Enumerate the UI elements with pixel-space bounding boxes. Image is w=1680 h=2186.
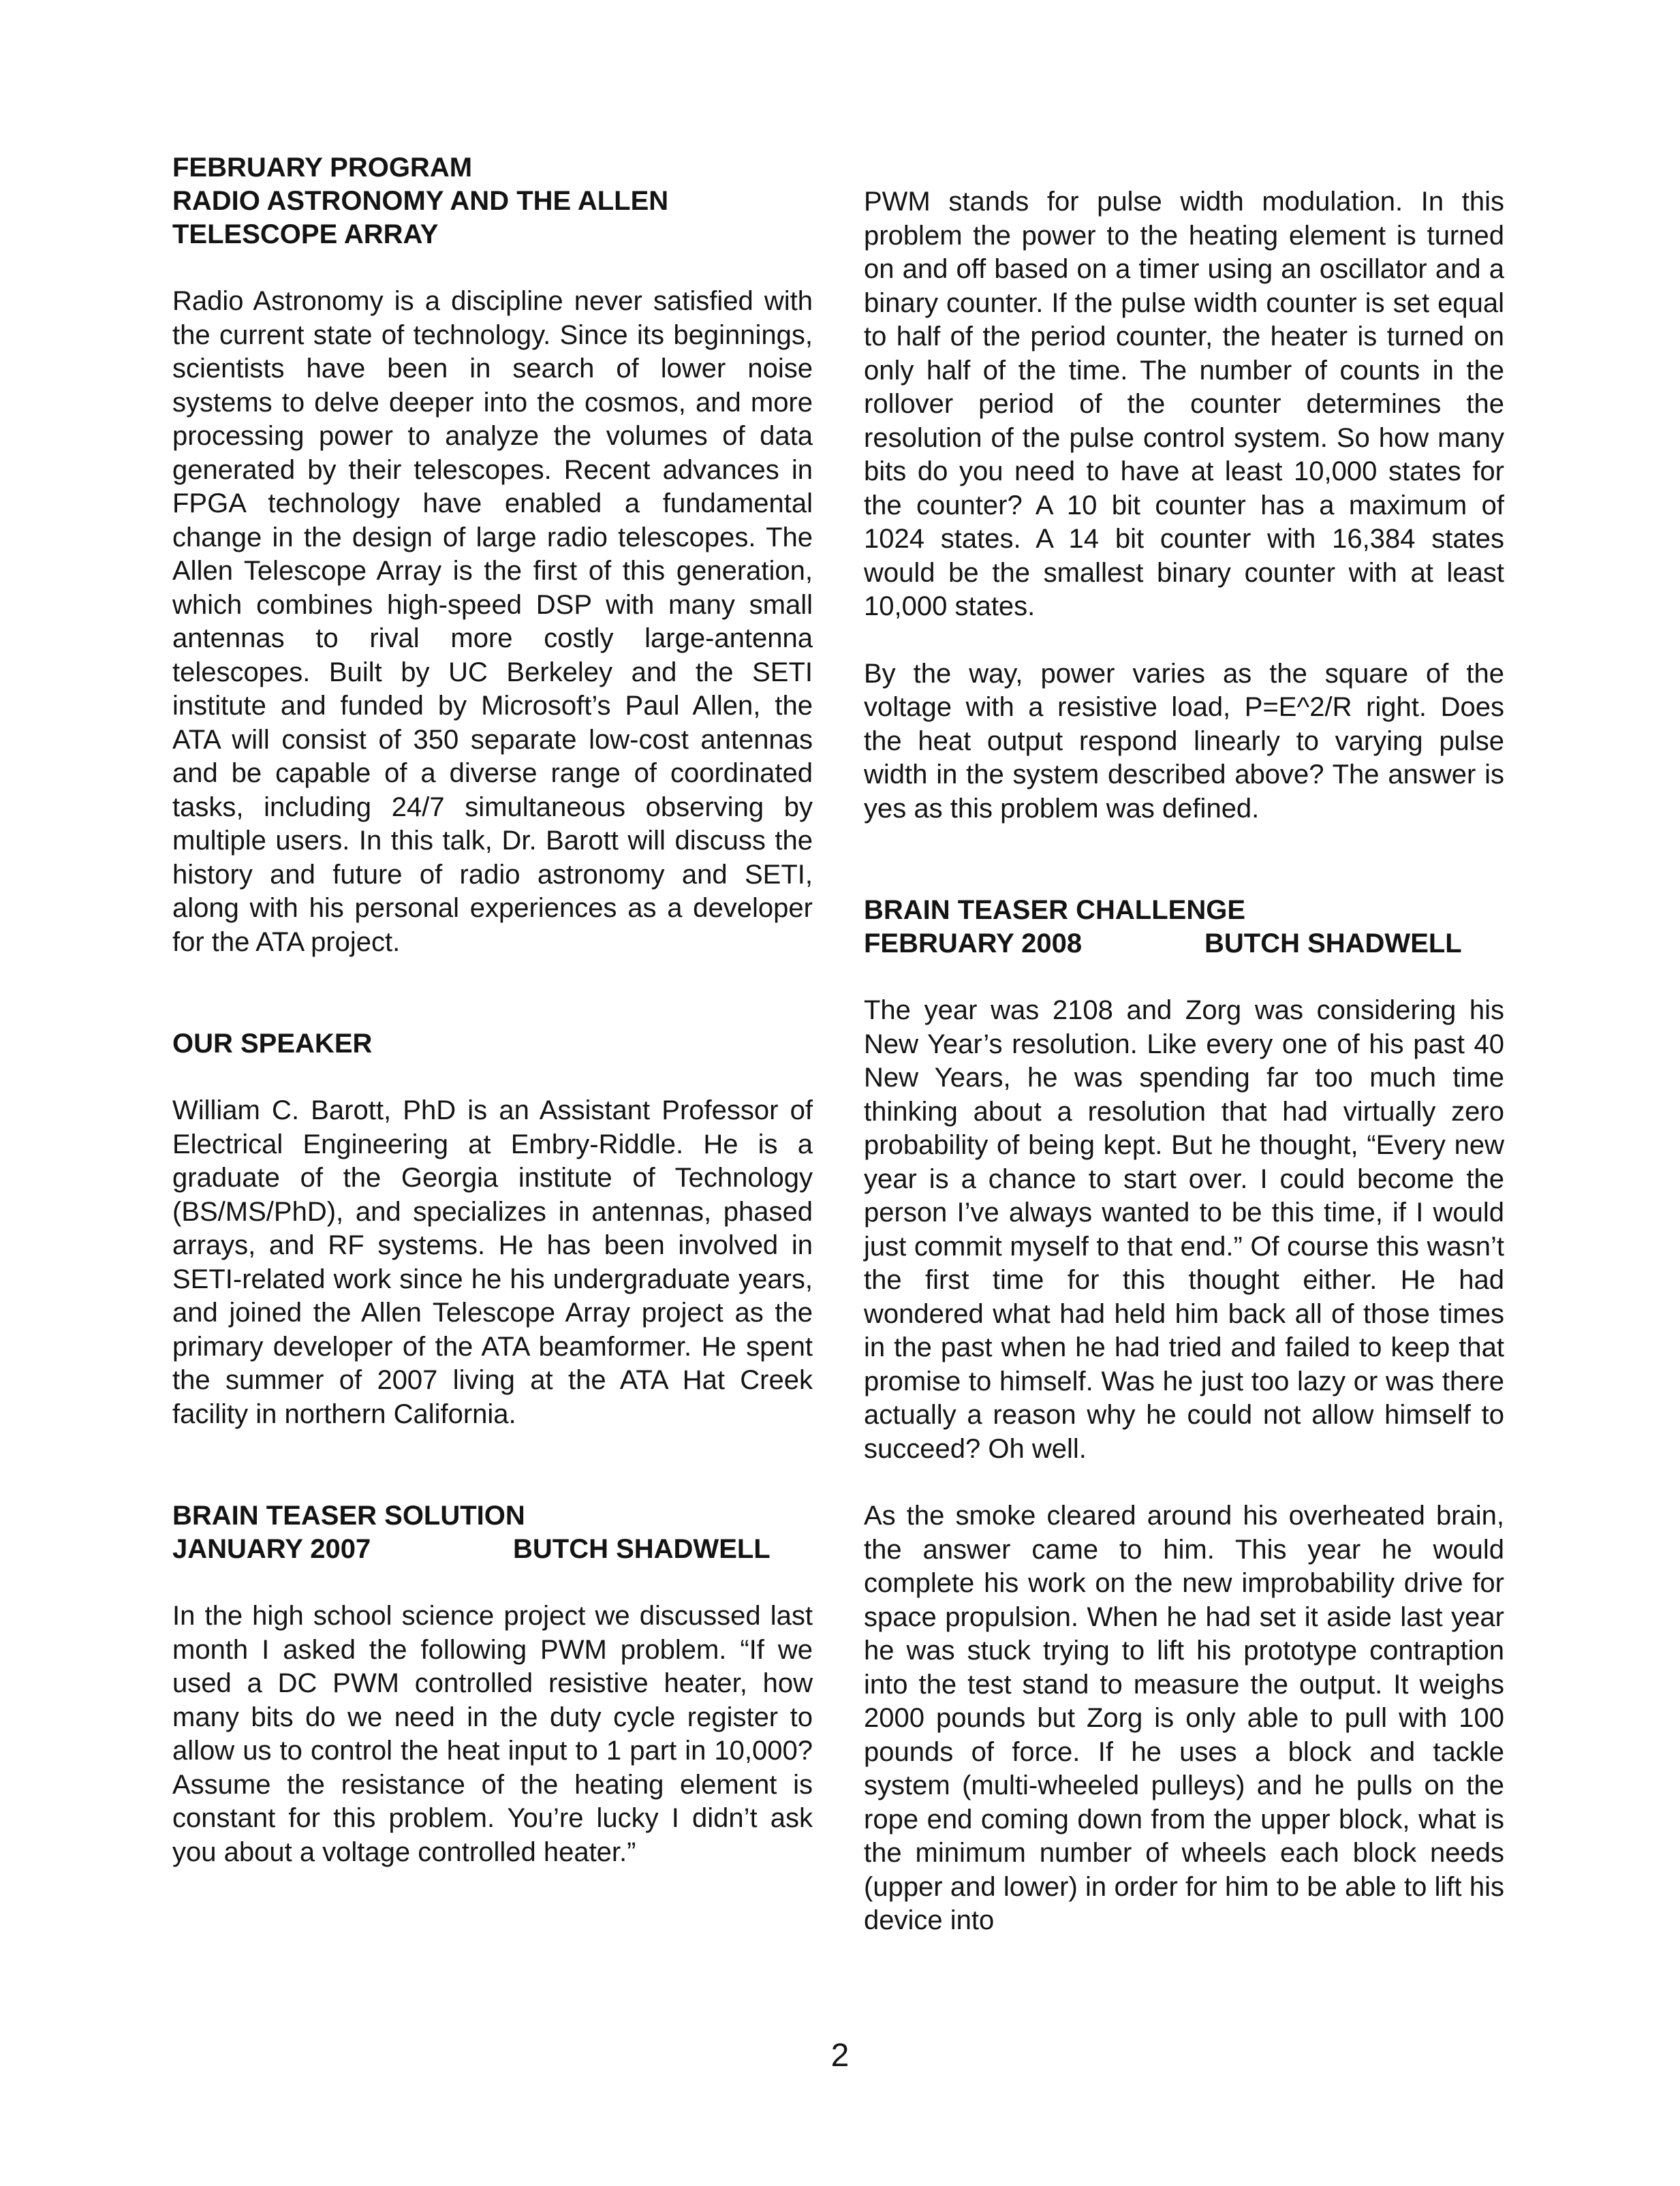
brain-teaser-solution-body: In the high school science project we discussed last month I asked the following PWM problem. “If we used a DC PWM controlled resistive heater, how many bits do we need in the duty cycle register to allow us to control the heat input to 1 part in 10,000? Assume the resistance of the heating element is constant for this problem. You’re lucky I didn’t ask you about a voltage controlled heater.” xyxy=(172,1601,813,1867)
our-speaker-heading: OUR SPEAKER xyxy=(172,1029,373,1059)
section-title: BRAIN TEASER CHALLENGE xyxy=(864,895,1246,925)
brain-teaser-challenge-paragraph: As the smoke cleared around his overheated brain, the answer came to him. This year he would complete his work on the new improbability drive for space propulsion. When he had set it aside last year he was stuck trying to lift his prototype contraption into the test stand to measure the output. It weighs 2000 pounds but Zorg is only able to pull with 100 pounds of force. If he uses a block and tackle system (multi-wheeled pulleys) and he pulls on the rope end coming down from the upper block, what is the minimum number of wheels each block needs (upper and lower) in order for him to be able to lift his device into xyxy=(864,1501,1504,1935)
solution-continued-paragraph: PWM stands for pulse width modulation. In this problem the power to the heating element is turned on and off based on a timer using an oscillator and a binary counter. If the pulse width counter is set equal to half of the period counter, the heater is turned on only half of the time. The number of counts in the rollover period of the counter determines the resolution of the pulse control system. So how many bits do you need to have at least 10,000 states for the counter? A 10 bit counter has a maximum of 1024 states. A 14 bit counter with 16,384 states would be the smallest binary counter with at least 10,000 states. xyxy=(864,187,1504,621)
heading-line: TELESCOPE ARRAY xyxy=(172,219,439,249)
byline-date: JANUARY 2007 xyxy=(172,1534,371,1564)
brain-teaser-challenge-heading xyxy=(864,894,1504,961)
left-column xyxy=(172,151,813,1869)
byline xyxy=(172,1533,813,1566)
heading-line: RADIO ASTRONOMY AND THE ALLEN xyxy=(172,186,669,216)
brain-teaser-challenge-paragraph: The year was 2108 and Zorg was considering his New Year’s resolution. Like every one of his past 40 New Years, he was spending far too much time thinking about a resolution that had virtually zero probability of being kept. But he thought, “Every new year is a chance to start over. I could become the person I’ve always wanted to be this time, if I would just commit myself to that end.” Of course this wasn’t the first time for this thought either. He had wondered what had held him back all of those times in the past when he had tried and failed to keep that promise to himself. Was he just too lazy or was there actually a reason why he could not allow himself to succeed? Oh well. xyxy=(864,995,1504,1464)
byline-author: BUTCH SHADWELL xyxy=(1204,928,1462,958)
byline-date: FEBRUARY 2008 xyxy=(864,928,1083,958)
byline-author: BUTCH SHADWELL xyxy=(513,1534,771,1564)
february-program-heading xyxy=(172,151,813,251)
heading-line: FEBRUARY PROGRAM xyxy=(172,153,473,183)
brain-teaser-solution-heading xyxy=(172,1499,813,1566)
section-title: BRAIN TEASER SOLUTION xyxy=(172,1501,525,1531)
right-column xyxy=(864,185,1504,1938)
our-speaker-body: William C. Barott, PhD is an Assistant Professor of Electrical Engineering at Embry-Riddle. He is a graduate of the Georgia institute of Technology (BS/MS/PhD), and specializes in antennas, phased arrays, and RF systems. He has been involved in SETI-related work since he his undergraduate years, and joined the Allen Telescope Array project as the primary developer of the ATA beamformer. He spent the summer of 2007 living at the ATA Hat Creek facility in northern California. xyxy=(172,1095,813,1429)
byline xyxy=(864,927,1504,961)
february-program-body: Radio Astronomy is a discipline never satisfied with the current state of technology. Since its beginnings, scientists have been in search of lower noise systems to delve deeper into the cosmos, and more processing power to analyze the volumes of data generated by their telescopes. Recent advances in FPGA technology have enabled a fundamental change in the design of large radio telescopes. The Allen Telescope Array is the first of this generation, which combines high-speed DSP with many small antennas to rival more costly large-antenna telescopes. Built by UC Berkeley and the SETI institute and funded by Microsoft’s Paul Allen, the ATA will consist of 350 separate low-cost antennas and be capable of a diverse range of coordinated tasks, including 24/7 simultaneous observing by multiple users. In this talk, Dr. Barott will discuss the history and future of radio astronomy and SETI, along with his personal experiences as a developer for the ATA project. xyxy=(172,286,813,957)
solution-continued-paragraph: By the way, power varies as the square of the voltage with a resistive load, P=E^2/R right. Does the heat output respond linearly to varying pulse width in the system described above? The answer is yes as this problem was defined. xyxy=(864,658,1504,824)
page-number: 2 xyxy=(830,2037,850,2074)
